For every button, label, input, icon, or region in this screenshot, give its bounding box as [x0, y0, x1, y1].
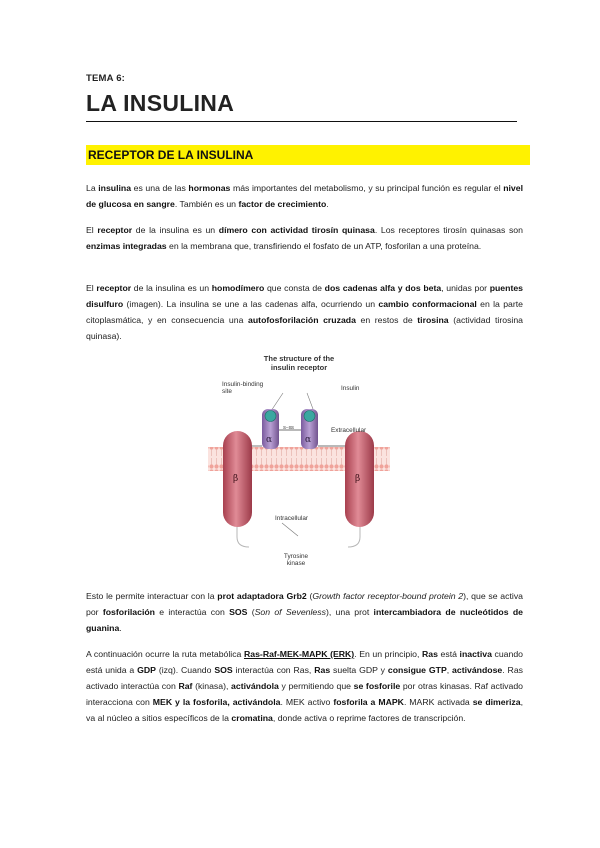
label-insulin-binding-site: Insulin-binding site [222, 381, 264, 396]
paragraph-receptor-dimer: El receptor de la insulina es un dímero con actividad tirosín quinasa. Los receptores tirosín quinasas son enzimas integradas en la membrana que, transfiriendo el fosfato de un ATP, fosforilan a una proteína. [86, 225, 523, 252]
label-tyrosine-kinase: Tyrosine kinase [283, 553, 309, 568]
topic-label: TEMA 6: [86, 73, 126, 84]
insulin-receptor-figure [204, 349, 394, 577]
label-extracellular: Extracellular [331, 427, 367, 434]
paragraph-grb2-sos: Esto le permite interactuar con la prot adaptadora Grb2 (Growth factor receptor-bound protein 2), que se activa por fosforilación e interactúa con SOS (Son of Sevenless), una prot intercambiadora de nucleótidos de guanina. [86, 591, 523, 634]
section-heading-bar [86, 145, 530, 165]
paragraph-insulin-intro: La insulina es una de las hormonas más importantes del metabolismo, y su principal función es regular el nivel de glucosa en sangre. También es un factor de crecimiento. [86, 183, 524, 210]
label-intracellular: Intracellular [275, 515, 309, 522]
leader-tyrosine-kinase [282, 523, 298, 536]
paragraph-ras-pathway: A continuación ocurre la ruta metabólica Ras-Raf-MEK-MAPK (ERK). En un principio, Ras está inactiva cuando está unida a GDP (izq). Cuando SOS interactúa con Ras, Ras suelta GDP y consigue GTP, activándose. Ras activado interactúa con Raf (kinasa), activándola y permitiendo que se fosforile por otras kinasas. Raf activado interacciona con MEK y la fosforila, activándola. MEK activo fosforila a MAPK. MARK activada se dimeriza, va al núcleo a sitios específicos de la cromatina, donde activa o reprime factores de transcripción. [86, 649, 524, 724]
alpha-symbol-left: α [266, 435, 273, 445]
insulin-molecule-right [304, 411, 315, 422]
title-underline [86, 121, 517, 122]
figure-title: The structure of the insulin receptor [263, 354, 335, 372]
leader-binding-site [271, 393, 283, 411]
beta-symbol-left: β [233, 474, 239, 484]
label-insulin: Insulin [341, 385, 360, 392]
alpha-symbol-right: α [305, 435, 312, 445]
beta-symbol-right: β [355, 474, 361, 484]
page-title: LA INSULINA [86, 90, 235, 116]
disulfide-s-2: S [291, 425, 295, 430]
insulin-molecule-left [265, 411, 276, 422]
section-heading: RECEPTOR DE LA INSULINA [88, 148, 254, 162]
leader-insulin [307, 393, 313, 409]
disulfide-s-1: S–S [283, 425, 292, 430]
paragraph-receptor-structure: El receptor de la insulina es un homodímero que consta de dos cadenas alfa y dos beta, unidas por puentes disulfuro (imagen). La insulina se une a las cadenas alfa, ocurriendo un cambio conformacional en la parte citoplasmática, y en consecuencia una autofosforilación cruzada en restos de tirosina (actividad tirosina quinasa). [86, 283, 524, 342]
